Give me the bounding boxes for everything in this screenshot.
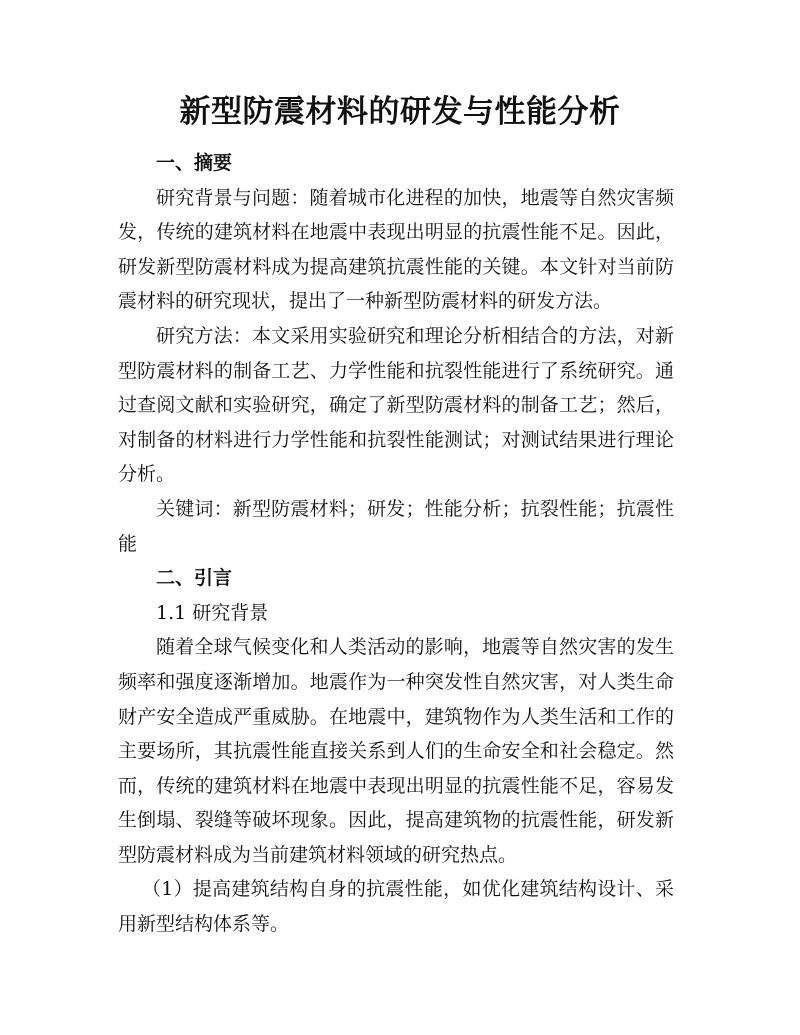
intro-heading: 二、引言 bbox=[156, 567, 233, 590]
abstract-methods-paragraph: 研究方法：本文采用实验研究和理论分析相结合的方法，对新型防震材料的制备工艺、力学性能和抗裂性能进行了系统研究。通过查阅文献和实验研究，确定了新型防震材料的制备工艺；然后，对制备的材料进行力学性能和抗裂性能测试；对测试结果进行理论分析。 bbox=[118, 324, 674, 486]
intro-list-item-1: （1）提高建筑结构自身的抗震性能，如优化建筑结构设计、采用新型结构体系等。 bbox=[118, 878, 674, 936]
intro-background-paragraph: 随着全球气候变化和人类活动的影响，地震等自然灾害的发生频率和强度逐渐增加。地震作为一种突发性自然灾害，对人类生命财产安全造成严重威胁。在地震中，建筑物作为人类生活和工作的主要场所，其抗震性能直接关系到人们的生命安全和社会稳定。然而，传统的建筑材料在地震中表现出明显的抗震性能不足，容易发生倒塌、裂缝等破坏现象。因此，提高建筑物的抗震性能，研发新型防震材料成为当前建筑材料领域的研究热点。 bbox=[118, 636, 674, 866]
document-title: 新型防震材料的研发与性能分析 bbox=[179, 94, 621, 130]
document-body bbox=[118, 146, 674, 942]
abstract-background-paragraph: 研究背景与问题：随着城市化进程的加快，地震等自然灾害频发，传统的建筑材料在地震中表现出明显的抗震性能不足。因此，研发新型防震材料成为提高建筑抗震性能的关键。本文针对当前防震材料的研究现状，提出了一种新型防震材料的研发方法。 bbox=[118, 186, 674, 313]
keywords-line: 关键词：新型防震材料；研发；性能分析；抗裂性能；抗震性能 bbox=[118, 497, 674, 555]
abstract-heading: 一、摘要 bbox=[156, 152, 233, 174]
intro-subheading: 1.1 研究背景 bbox=[156, 601, 269, 624]
